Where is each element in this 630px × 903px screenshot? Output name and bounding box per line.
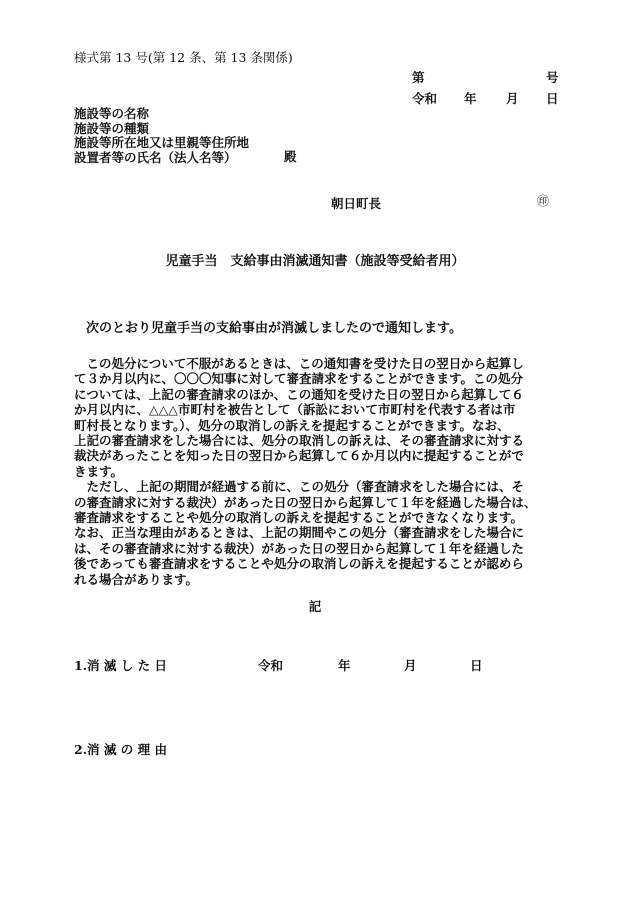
issue-date-era: 令和 — [412, 91, 438, 106]
notice-line: か月以内に、△△△市町村を被告として（訴訟において市町村を代表する者は市 — [74, 402, 516, 418]
issue-date-day: 日 — [546, 91, 559, 106]
recipient-address: 施設等所在地又は里親等住所地 — [74, 135, 250, 150]
notice-line: この処分について不服があるときは、この通知書を受けた日の翌日から起算し — [74, 356, 524, 371]
recipient-honorific: 殿 — [284, 149, 297, 164]
sender-name: 朝日町長 — [331, 196, 382, 211]
notice-line: 上記の審査請求をした場合には、処分の取消しの訴えは、その審査請求に対する — [74, 433, 525, 449]
intro-text: 次のとおり児童手当の支給事由が消滅しましたので通知します。 — [86, 321, 462, 336]
recipient-owner-name: 設置者等の氏名（法人名等） — [74, 149, 237, 165]
document-title: 児童手当 支給事由消滅通知書（施設等受給者用） — [165, 254, 465, 269]
item2-label: 2.消 滅 の 理 由 — [74, 742, 167, 757]
appeal-notice — [74, 356, 560, 587]
notice-line: 審査請求をすることや処分の取消しの訴えを提起することができなくなります。 — [74, 510, 524, 526]
form-number: 様式第 13 号(第 12 条、第 13 条関係) — [74, 50, 293, 65]
recipient-block — [74, 106, 297, 165]
notice-line: の審査請求に対する裁決）があった日の翌日から起算して１年を経過した場合は、 — [74, 494, 537, 510]
document-number-suffix: 号 — [546, 70, 559, 85]
notice-line: きます。 — [74, 463, 124, 479]
item1-date-year: 年 — [338, 658, 351, 673]
notice-line: れる場合があります。 — [74, 571, 199, 587]
notice-line: 町村長となります。）、処分の取消しの訴えを提起することができます。なお、 — [74, 417, 510, 433]
item1-label: 1.消 滅 し た 日 — [74, 658, 167, 673]
issue-date-year: 年 — [464, 91, 477, 106]
seal-mark: ㊞ — [537, 194, 550, 208]
notice-line: て３か月以内に、〇〇〇知事に対して審査請求をすることができます。この処分 — [74, 371, 524, 387]
recipient-facility-name: 施設等の名称 — [74, 106, 150, 121]
item1-date-era: 令和 — [258, 658, 284, 673]
notice-line: 後であっても審査請求をすることや処分の取消しの訴えを提起することが認めら — [74, 556, 524, 572]
ki-heading: 記 — [308, 599, 322, 614]
recipient-facility-type: 施設等の種類 — [74, 120, 150, 136]
document-number-prefix: 第 — [412, 70, 425, 85]
item1-date-month: 月 — [404, 658, 417, 673]
notice-line: は、その審査請求に対する裁決）があった日の翌日から起算して１年を経過した — [74, 540, 524, 556]
item1-date-day: 日 — [470, 658, 483, 673]
issue-date-month: 月 — [506, 91, 519, 106]
notice-line: 裁決があったことを知った日の翌日から起算して６か月以内に提起することがで — [74, 448, 524, 464]
notice-line: については、上記の審査請求のほか、この通知を受けた日の翌日から起算して６ — [74, 386, 524, 402]
notice-line: ただし、上記の期間が経過する前に、この処分（審査請求をした場合には、そ — [74, 479, 525, 495]
notice-line: なお、正当な理由があるときは、上記の期間やこの処分（審査請求をした場合に — [74, 525, 525, 541]
